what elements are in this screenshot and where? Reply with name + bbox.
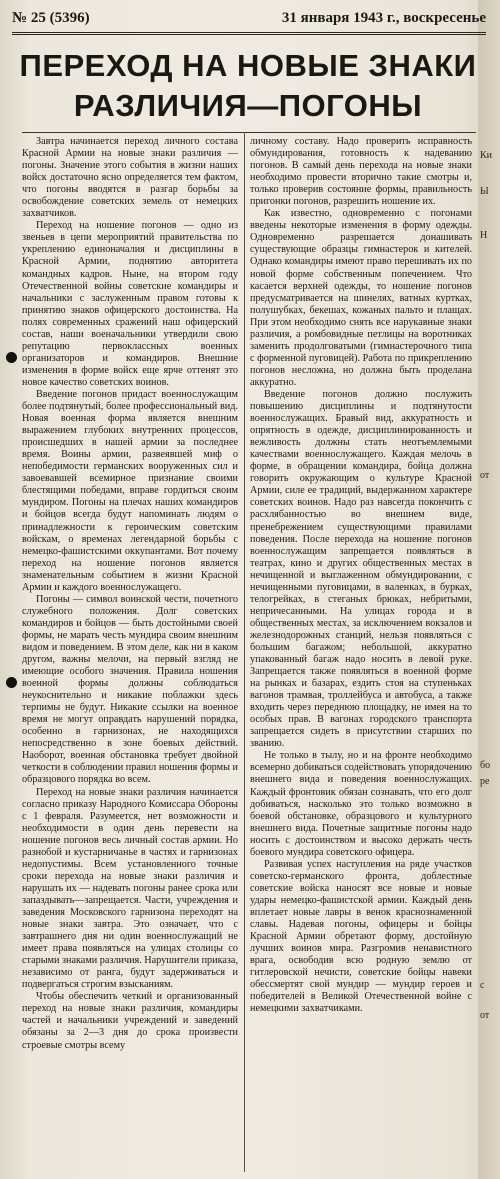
headline-rule	[22, 132, 476, 133]
paragraph: Чтобы обеспечить четкий и организованный переход на новые знаки различия, командиры частей и начальники учреждений и заведений обязаны за 2—3 дня до срока произвести строевые смотры всему	[22, 991, 238, 1051]
edge-fragment: Ки	[480, 150, 493, 161]
edge-fragment: ре	[480, 776, 490, 787]
binding-hole	[6, 352, 17, 363]
column-divider	[244, 132, 245, 1172]
edge-fragment: Ы	[480, 186, 489, 197]
edge-fragment: от	[480, 1010, 490, 1021]
issue-date: 31 января 1943 г., воскресенье	[281, 9, 486, 26]
headline-line-2: РАЗЛИЧИЯ—ПОГОНЫ	[73, 88, 423, 123]
paragraph: Не только в тылу, но и на фронте необходимо всемерно добиваться содействовать упорядочению внешнего вида и поведения военнослужащих. Каждый фронтовик обязан сознавать, что его долг добиваться, насколько это только возможно в боевой обстановке, образцового и культурного внешнего вида. Почетные защитные погоны надо носить с достоинством и высоко держать честь боевого мундира советского офицера.	[250, 750, 472, 858]
paragraph: Введение погонов придаст военнослужащим более подтянутый, более профессиональный вид. Новая военная форма является внешним выражением глубоких внутренних процессов, происшедших в нашей армии за последнее время. Воины армии, развеявшей миф о непобедимости германских вооруженных сил и завоевавшей всемирное признание своими блестящими победами, вправе гордиться своим мундиром. Погоны на плечах наших командиров и бойцов всегда будут напоминать людям о принадлежности к героическим советским войскам, о временах легендарной борьбы с немецко-фашистскими оккупантами. Вот почему переход на ношение погонов является знаменательным событием в жизни Красной Армии и каждого военнослужащего.	[22, 388, 238, 593]
masthead	[12, 4, 486, 35]
edge-fragment: с	[480, 980, 485, 991]
edge-fragment: от	[480, 470, 490, 481]
paragraph: Завтра начинается переход личного состава Красной Армии на новые знаки различия — погоны. Значение этого события в жизни наших войск достаточно ясно определяется тем фактом, что погоны вводятся в разгар борьбы за освобождение советских земель от немецких захватчиков.	[22, 136, 238, 220]
issue-number: № 25 (5396)	[12, 9, 90, 26]
article-column-left	[22, 136, 238, 1176]
edge-fragment: бо	[480, 760, 491, 771]
paragraph: Развивая успех наступления на ряде участков советско-германского фронта, доблестные советские войска наносят все новые и новые удары немецко-фашистской армии. Каждый день вплетает новые лавры в венок краснознаменной славы. Надевая погоны, офицеры и бойцы Красной Армии обретают форму, достойную лучших воинов мира. Разгромив ненавистного врага, освободив всю родную землю от гитлеровской нечисти, советские бойцы навеки обессмертят свой мундир — мундир героев и победителей в Великой Отечественной войне с немецкими захватчиками.	[250, 858, 472, 1015]
paragraph: Погоны — символ воинской чести, почетного служебного положения. Долг советских командиров и бойцов — быть достойными своей формы, не марать честь мундира своим внешним видом и поведением. В этом деле, как ни в каком другом, важны мелочи, на первый взгляд не имеющие особого значения. Правила ношения военной формы должны соблюдаться неукоснительно и никакие поблажки здесь терпимы не будут. Никакие ссылки на военное время не могут оправдать нарушений порядка, особенно в гарнизонах, не находящихся непосредственно в зоне боевых действий. Наоборот, военная обстановка требует двойной четкости в соблюдении правил ношения формы и образцового порядка во всем.	[22, 593, 238, 786]
paragraph: Введение погонов должно послужить повышению дисциплины и подтянутости военнослужащих. Бравый вид, аккуратность и опрятность в одежде, дисциплинированность и вежливость должны стать неотъемлемыми качествами военнослужащего. Каждая мелочь в форме, в обращении командира, бойца должна говорить окружающим о культуре Красной Армии, силе ее традиций, выдержанном характере советских воинов. Надо раз навсегда покончить с расхлябанностью во внешнем виде, пренебрежением существующими правилами поведения. После перехода на ношение погонов военнослужащим запрещается появляться в театрах, кино и других общественных местах в нечищенной и выглаженном обмундировании, с нечищенными пуговицами, в валенках, в бурках, телогрейках, в стеганых брюках, небритыми, непричесанными. На улицах города и в общественных местах, за исключением вокзалов и железнодорожных станций, нельзя появляться с большим багажом; небольшой, аккуратно упакованный багаж надо носить в левой руке. Запрещается также появляться в военной форме на рынках и базарах, ездить стоя на ступеньках вагонов трамвая, троллейбуса и автобуса, а также входить через переднюю площадку, не имея на то особых прав. В вагонах городского транспорта запрещается сидеть в присутствии старших по званию.	[250, 388, 472, 750]
paragraph: Переход на новые знаки различия начинается согласно приказу Народного Комиссара Обороны с 1 февраля. Разумеется, нет возможности и необходимости в один день перевести на ношение погонов весь личный состав армии. Но разнобой и кустарничанье в частях и гарнизонах недопустимы. Всем установленного точные сроки перехода на новые знаки различия и нарушать их — надевать погоны ранее срока или запаздывать—запрещается. Части, учреждения и заведения Московского гарнизона переходят на новые знаки завтра. Это означает, что с завтрашнего дня ни один военнослужащий не имеет права появляться на улицах столицы со старыми знаками различия. Нарушители приказа, независимо от ранга, будут задерживаться и подвергаться строгим взысканиям.	[22, 786, 238, 991]
article-column-right	[250, 136, 472, 1176]
headline-line-1: ПЕРЕХОД НА НОВЫЕ ЗНАКИ	[19, 48, 477, 83]
adjacent-page-edge	[478, 0, 500, 1179]
binding-hole	[6, 677, 17, 688]
paragraph: личному составу. Надо проверить исправность обмундирования, готовность к надеванию погонов. В самый день перехода на новые знаки необходимо провести вторично такие смотры и, только проверив состояние формы, правильность пригонки погонов, разрешить ношение их.	[250, 136, 472, 208]
edge-fragment: Н	[480, 230, 488, 241]
paragraph: Переход на ношение погонов — одно из звеньев в цепи мероприятий правительства по укреплению единоначалия и дисциплины в Красной Армии, поднятию авторитета командных кадров. Ныне, на втором году Отечественной войны советские командиры и начальники с заслуженным правом готовы к принятию знаков офицерского достоинства. На полях современных сражений наш офицерский состав, наши военачальники утвердили свою репутацию первоклассных военных организаторов и командиров. Внешние изменения в форме войск еще ярче оттенят это новое качество советских воинов.	[22, 220, 238, 388]
headline	[14, 46, 482, 126]
paragraph: Как известно, одновременно с погонами введены некоторые изменения в форму одежды. Одновременно разрешается донашивать существующие образцы гимнастерок и кителей. Однако командиры имеют право перешивать их по новой форме собственным попечением. Что касается верхней одежды, то ношение погонов предусматривается на шинелях, ватных куртках, полушубках, бекешах, кожаных пальто и плащах. При этом необходимо снять все нарукавные знаки различия, а ромбовидные петлицы на воротниках заменить продолговатыми (гимнастерочного типа с форменной пуговицей). Работа по прикреплению погонов несложна, но должна быть проделана аккуратно.	[250, 208, 472, 388]
